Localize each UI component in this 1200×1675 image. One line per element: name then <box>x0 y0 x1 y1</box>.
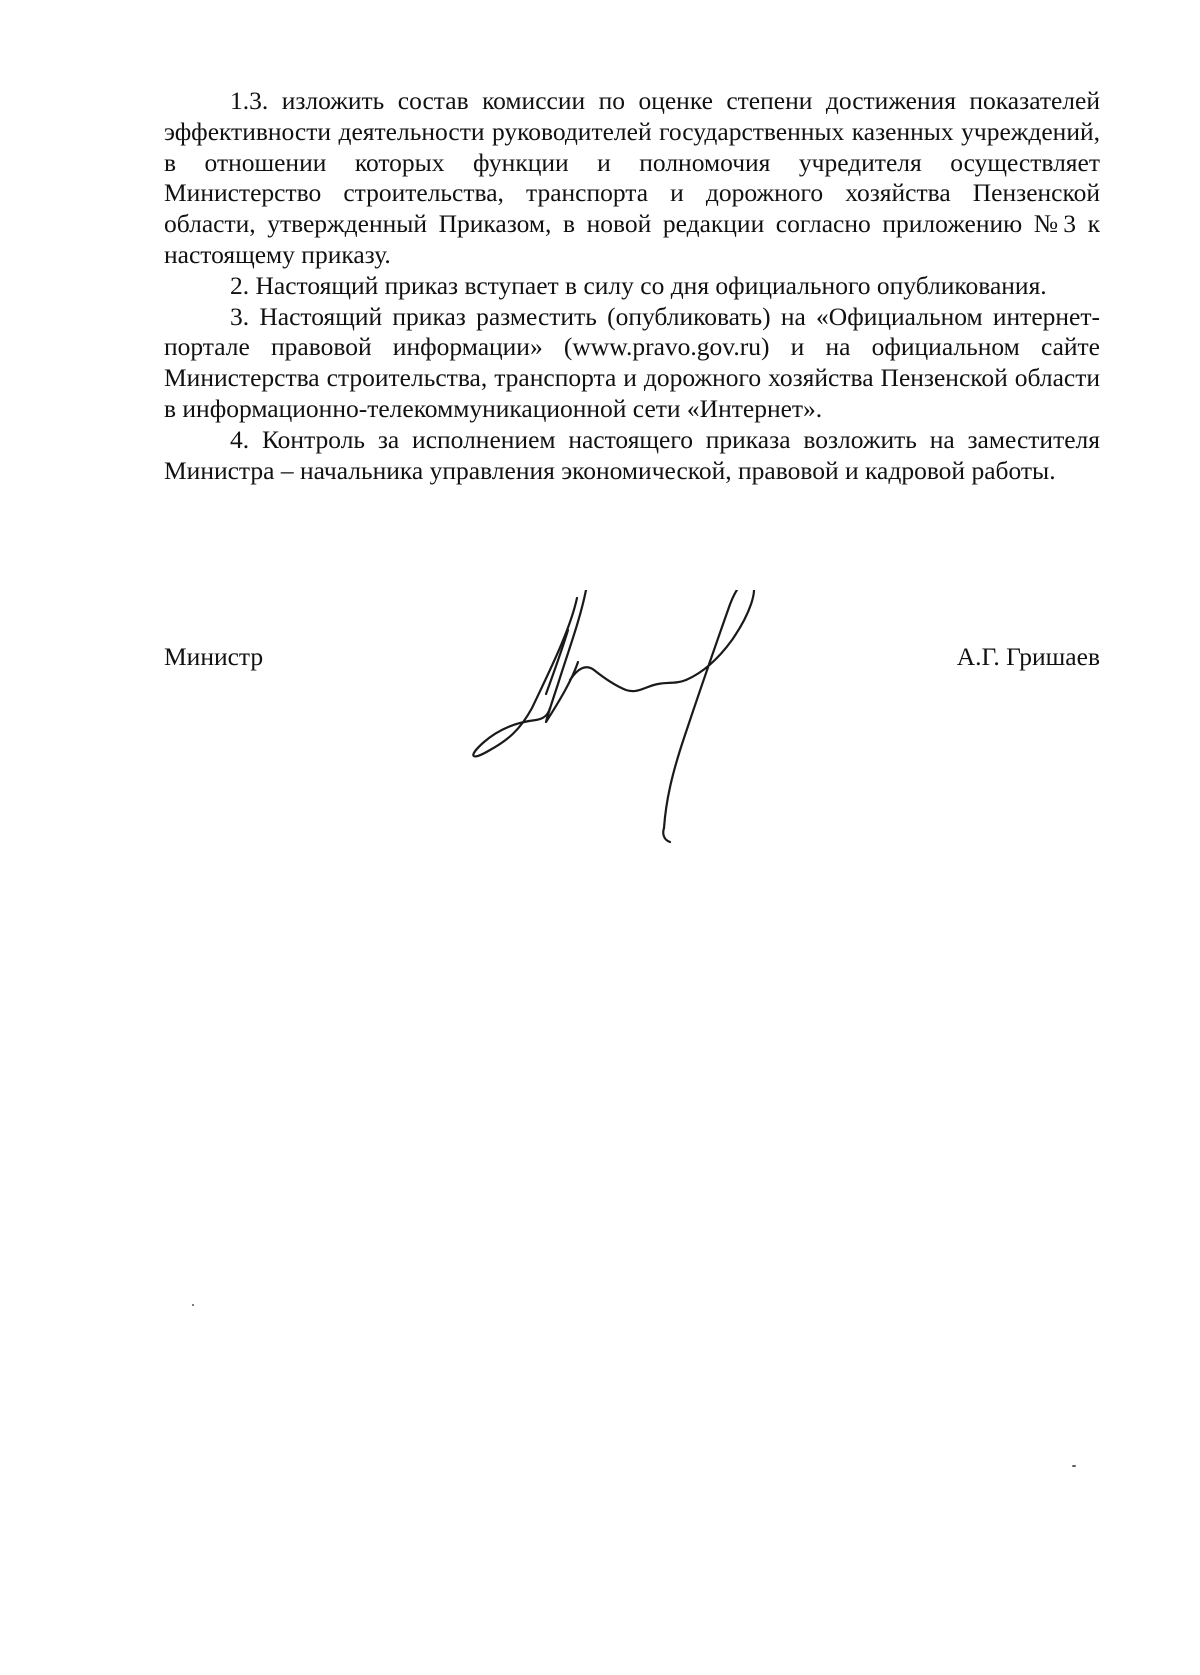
signatory-name: А.Г. Гришаев <box>956 642 1100 671</box>
paragraph-2: 2. Настоящий приказ вступает в силу со дня официального опубликования. <box>230 270 1047 300</box>
paragraph-4: 4. Контроль за исполнением настоящего приказа возложить на заместителя Министра – начальника управления экономической, правовой и кадровой работы. <box>164 424 1100 485</box>
scan-speck <box>1072 1465 1076 1467</box>
scan-speck <box>192 1304 194 1306</box>
signatory-title: Министр <box>164 642 264 671</box>
paragraph-1-3: 1.3. изложить состав комиссии по оценке степени достижения показателей эффективности деятельности руководителей государственных казенных учреждений, в отношении которых функции и полномочия учредителя осуществляет Министерство строительства, транспорта и дорожного хозяйства Пензенской области, утвержденный Приказом, в новой редакции согласно приложению №3 к настоящему приказу. <box>164 86 1100 269</box>
handwritten-signature <box>470 590 810 850</box>
document-body <box>164 86 1100 486</box>
paragraph-3: 3. Настоящий приказ разместить (опубликовать) на «Официальном интернет-портале правовой информации» (www.pravo.gov.ru) и на официальном сайте Министерства строительства, транспорта и дорожного хозяйства Пензенской области в информационно-телекоммуникационной сети «Интернет». <box>164 301 1100 423</box>
